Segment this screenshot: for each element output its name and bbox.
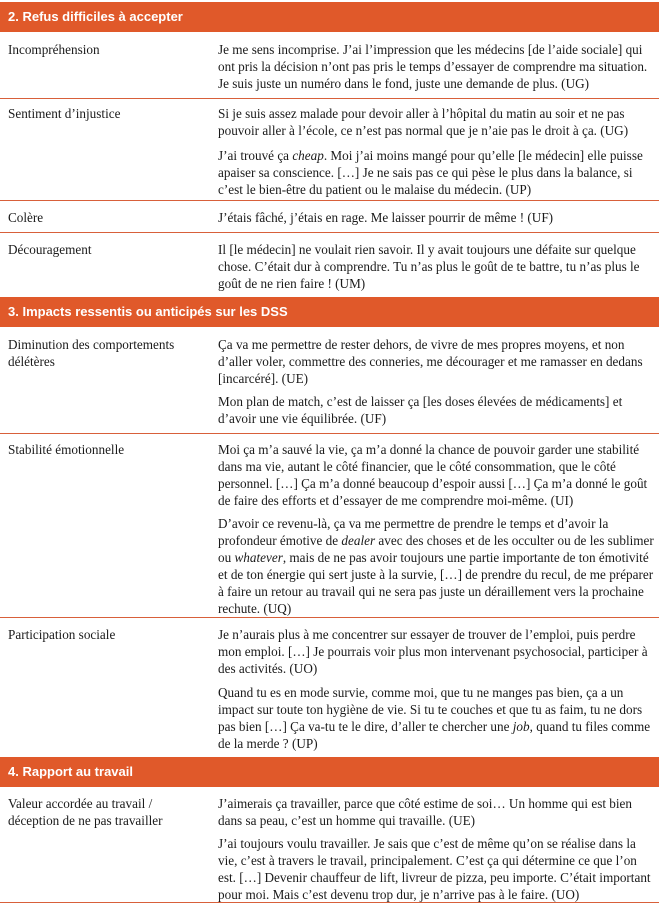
section-header: 4. Rapport au travail (0, 757, 659, 787)
row-divider (0, 98, 659, 99)
section-header: 3. Impacts ressentis ou anticipés sur les DSS (0, 297, 659, 327)
quote-text: J’aimerais ça travailler, parce que côté estime de soi… Un homme qui est bien dans sa peau, c’est un homme qui travaille. (UE) (218, 796, 632, 828)
quote-text: Quand tu es en mode survie, comme moi, que tu ne manges pas bien, ça a un impact sur toute ton hygiène de vie. Si tu te couches et que tu as faim, tu ne dors pas bien […] Ça va-tu te le dire, d’aller te chercher une job, quand tu files comme de la merde ? (UP) (218, 685, 651, 751)
quote-text: Mon plan de match, c’est de laisser ça [les doses élevées de médicaments] et d’avoir une vie équilibrée. (UF) (218, 394, 623, 426)
row-label: Diminution des comportements délétères (8, 337, 175, 369)
quote-text: Ça va me permettre de rester dehors, de vivre de mes propres moyens, et non d’aller voler, commettre des conneries, me décourager et me ramasser en dedans [incarcéré]. (UE) (218, 337, 643, 386)
row-label: Incompréhension (8, 42, 100, 57)
row-label: Sentiment d’injustice (8, 106, 121, 121)
quote-text: Moi ça m’a sauvé la vie, ça m’a donné la chance de pouvoir garder une stabilité dans ma vie, autant le côté financier, que le côté consommation, que le côté personnel. […] Ça m’a donné beaucoup d’espoir aussi […] Ça m’a donné le goût de faire des efforts et d’essayer de me comprendre moi-même. (UI) (218, 442, 648, 508)
quote-text: J’ai toujours voulu travailler. Je sais que c’est de même qu’on se réalise dans la vie, c’est à travers le travail, principalement. C’est ça qui détermine ce que l’on est. […] Devenir chauffeur de lift, livreur de pizza, peu importe. C’était important pour moi. Mais c’est devenu trop dur, je n’arrive pas à le faire. (UO) (218, 836, 651, 902)
row-divider (0, 617, 659, 618)
quote-text: J’ai trouvé ça cheap. Moi j’ai moins mangé pour qu’elle [le médecin] elle puisse apaiser sa conscience. […] Je ne sais pas ce qui pèse le plus dans la balance, si c’est le bien-être du patient ou le malaise du médecin. (UP) (218, 148, 643, 197)
quote-text: Il [le médecin] ne voulait rien savoir. Il y avait toujours une défaite sur quelque chose. C’était dur à comprendre. Tu n’as plus le goût de te battre, tu n’as plus le goût de ne rien faire ! (UM) (218, 242, 640, 291)
row-label: Valeur accordée au travail / déception de ne pas travailler (8, 796, 163, 828)
row-label: Stabilité émotionnelle (8, 442, 125, 457)
quote-text: Si je suis assez malade pour devoir aller à l’hôpital du matin au soir et ne pas pouvoir aller à l’école, ce n’est pas normal que je n’aie pas le droit à ça. (UG) (218, 106, 629, 138)
row-label: Participation sociale (8, 627, 116, 642)
row-divider (0, 232, 659, 233)
quote-text: J’étais fâché, j’étais en rage. Me laisser pourrir de même ! (UF) (218, 210, 554, 225)
quote-text: Je n’aurais plus à me concentrer sur essayer de trouver de l’emploi, puis perdre mon emploi. […] Je pourrais voir plus mon intervenant psychosocial, participer à des activités. (UO) (218, 627, 648, 676)
row-divider (0, 902, 659, 903)
row-divider (0, 433, 659, 434)
row-label: Colère (8, 210, 44, 225)
quote-text: Je me sens incomprise. J’ai l’impression que les médecins [de l’aide sociale] qui ont pris la décision n’ont pas pris le temps d’essayer de comprendre ma situation. Je suis juste un numéro dans le fond, juste une demande de plus. (UG) (218, 42, 648, 91)
row-divider (0, 200, 659, 201)
section-header: 2. Refus difficiles à accepter (0, 2, 659, 32)
row-label: Découragement (8, 242, 92, 257)
quote-text: D’avoir ce revenu-là, ça va me permettre de prendre le temps et d’avoir la profondeur émotive de dealer avec des choses et de les occulter ou de les sublimer ou whatever, mais de ne pas avoir toujours une partie importante de ton émotivité et de ton énergie qui sert juste à la survie, […] de prendre du recul, de me préparer à faire un retour au travail qui ne sera pas juste un déraillement vers la prochaine rechute. (UQ) (218, 516, 654, 616)
